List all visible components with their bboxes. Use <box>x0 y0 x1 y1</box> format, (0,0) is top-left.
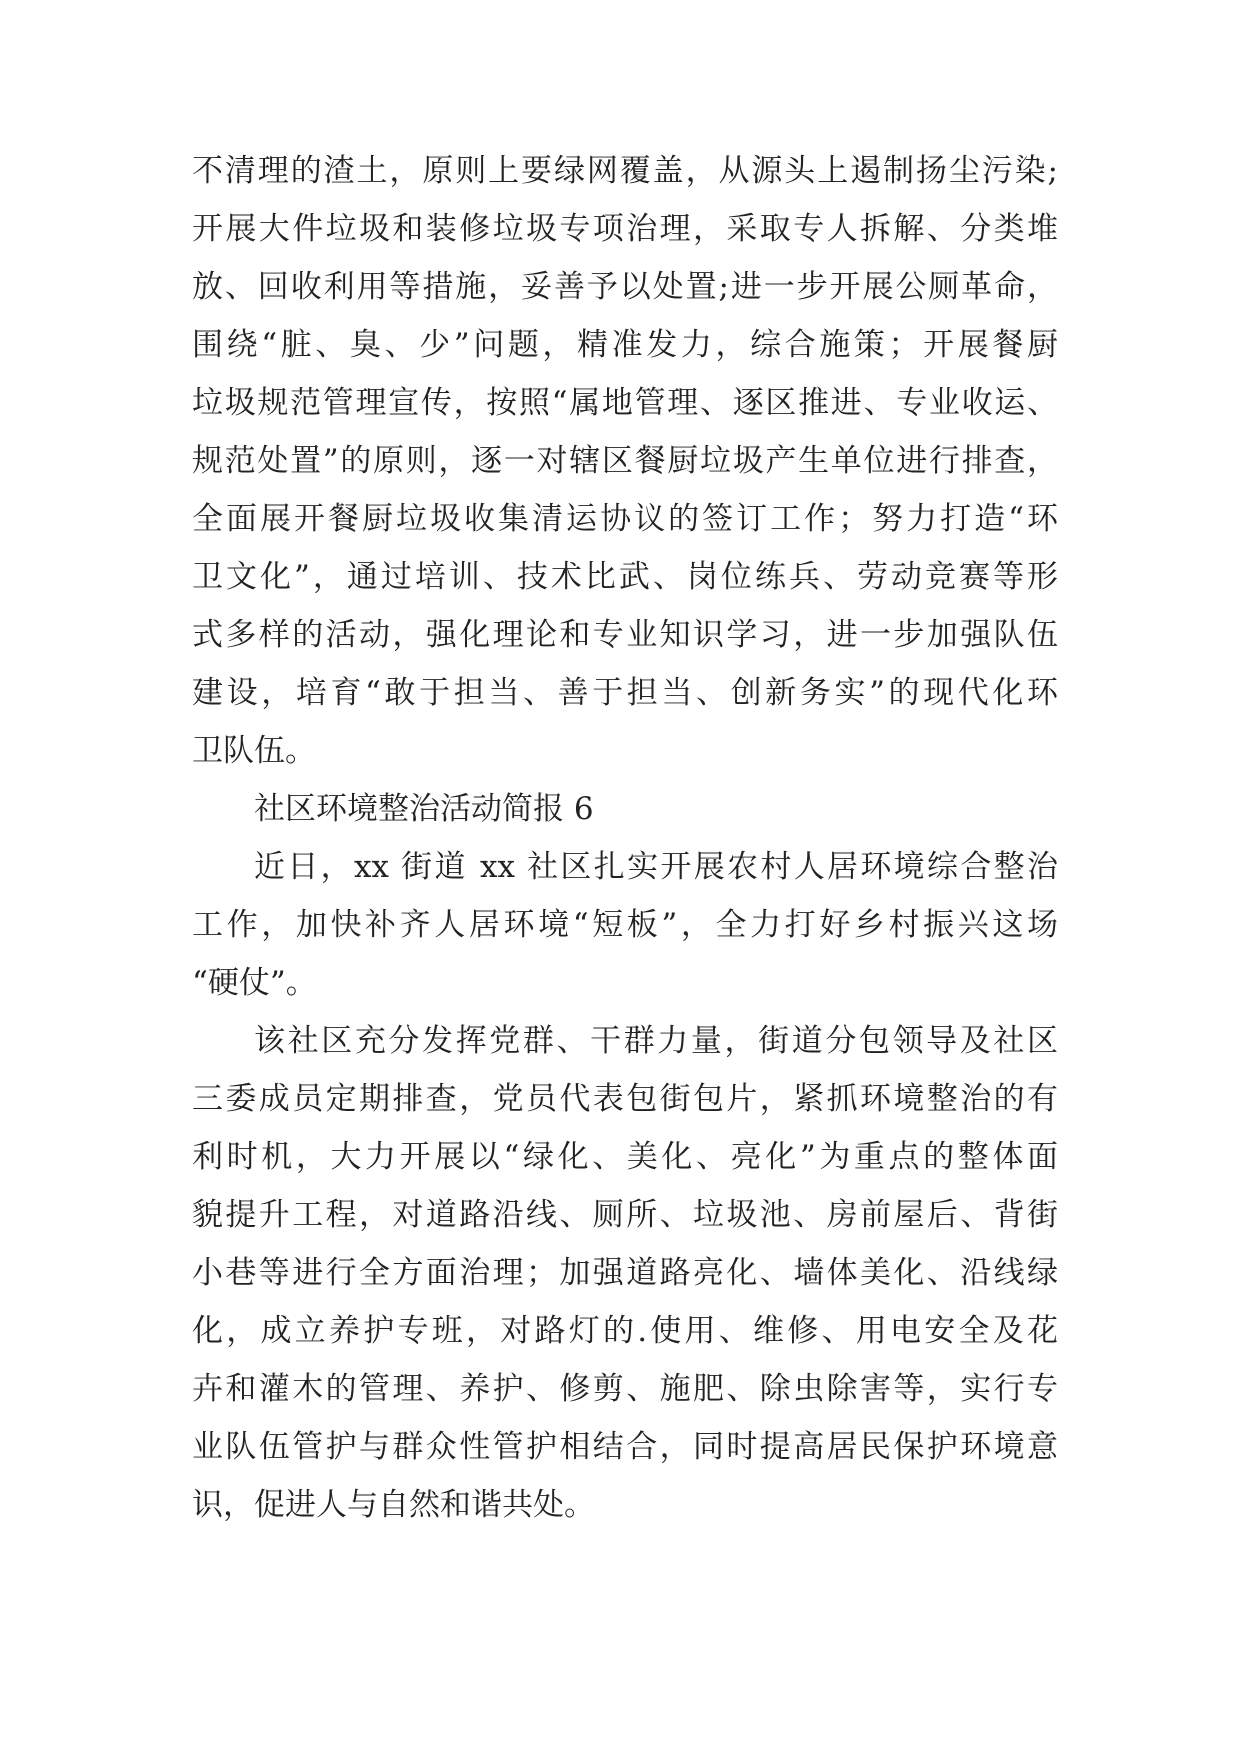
paragraph-line: 垃圾规范管理宣传，按照“属地管理、逐区推进、专业收运、 <box>192 385 1058 421</box>
paragraph-line: 卫队伍。 <box>192 733 316 769</box>
paragraph-line: 识，促进人与自然和谐共处。 <box>192 1487 595 1523</box>
section-heading: 社区环境整治活动简报 6 <box>254 791 594 827</box>
paragraph-line: 卉和灌木的管理、养护、修剪、施肥、除虫除害等，实行专 <box>192 1371 1058 1407</box>
paragraph-line: 小巷等进行全方面治理；加强道路亮化、墙体美化、沿线绿 <box>192 1255 1058 1291</box>
paragraph-line: 不清理的渣土，原则上要绿网覆盖，从源头上遏制扬尘污染; <box>192 153 1058 189</box>
paragraph-line: 规范处置”的原则，逐一对辖区餐厨垃圾产生单位进行排查， <box>192 443 1058 479</box>
paragraph-line: 该社区充分发挥党群、干群力量，街道分包领导及社区 <box>254 1023 1058 1059</box>
paragraph-line: 工作，加快补齐人居环境“短板”，全力打好乡村振兴这场 <box>192 907 1058 943</box>
paragraph-line: 围绕“脏、臭、少”问题，精准发力，综合施策；开展餐厨 <box>192 327 1058 363</box>
paragraph-line: 化，成立养护专班，对路灯的.使用、维修、用电安全及花 <box>192 1313 1058 1349</box>
paragraph-line: 卫文化”，通过培训、技术比武、岗位练兵、劳动竞赛等形 <box>192 559 1058 595</box>
paragraph-line: 近日，xx 街道 xx 社区扎实开展农村人居环境综合整治 <box>254 849 1058 885</box>
paragraph-line: 式多样的活动，强化理论和专业知识学习，进一步加强队伍 <box>192 617 1058 653</box>
document-body <box>192 142 1058 1534</box>
paragraph-line: “硬仗”。 <box>192 965 317 1001</box>
paragraph-line: 三委成员定期排查，党员代表包街包片，紧抓环境整治的有 <box>192 1081 1058 1117</box>
paragraph-line: 放、回收利用等措施，妥善予以处置;进一步开展公厕革命， <box>192 269 1058 305</box>
paragraph-line: 开展大件垃圾和装修垃圾专项治理，采取专人拆解、分类堆 <box>192 211 1058 247</box>
paragraph-line: 全面展开餐厨垃圾收集清运协议的签订工作；努力打造“环 <box>192 501 1058 537</box>
paragraph-line: 貌提升工程，对道路沿线、厕所、垃圾池、房前屋后、背街 <box>192 1197 1058 1233</box>
paragraph-line: 建设，培育“敢于担当、善于担当、创新务实”的现代化环 <box>192 675 1058 711</box>
paragraph-line: 业队伍管护与群众性管护相结合，同时提高居民保护环境意 <box>192 1429 1058 1465</box>
paragraph-line: 利时机，大力开展以“绿化、美化、亮化”为重点的整体面 <box>192 1139 1058 1175</box>
